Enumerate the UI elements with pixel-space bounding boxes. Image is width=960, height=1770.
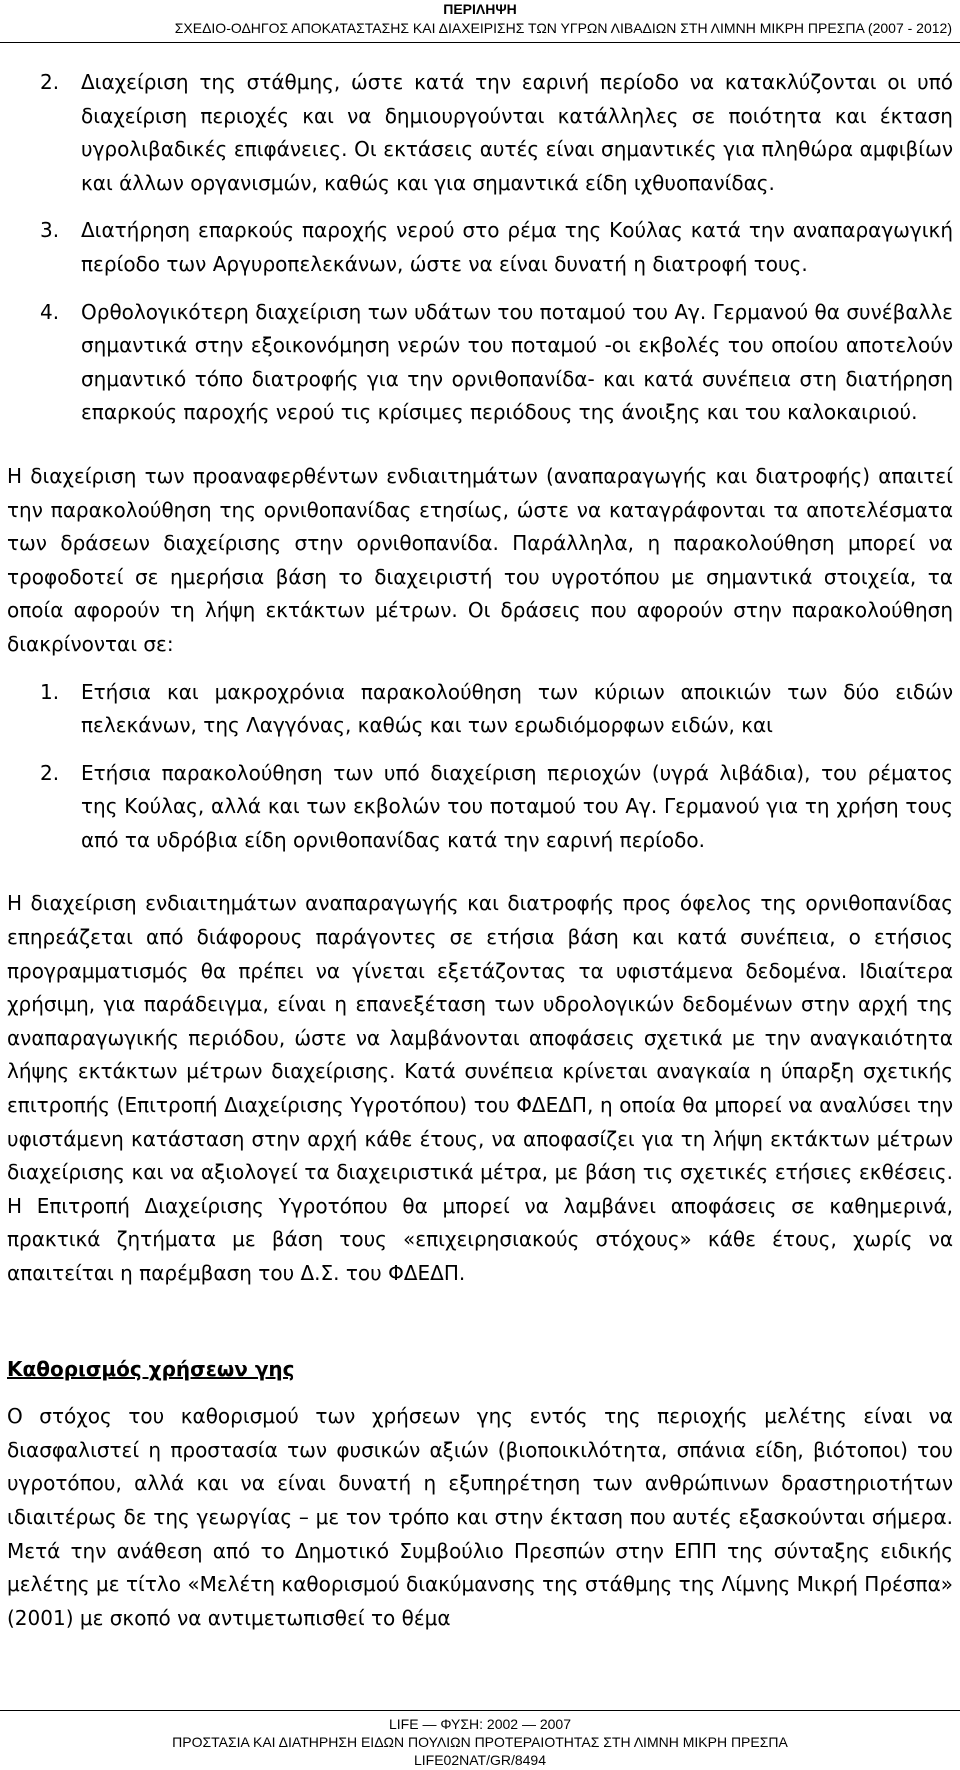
page-header-title: ΠΕΡΙΛΗΨΗ [443,1,517,17]
list-item-number: 3. [40,218,60,243]
footer-program: LIFE — ΦΥΣΗ: 2002 — 2007 [388,1716,571,1732]
page-header-subtitle: ΣΧΕΔΙΟ-ΟΔΗΓΟΣ ΑΠΟΚΑΤΑΣΤΑΣΗΣ ΚΑΙ ΔΙΑΧΕΙΡΙΣΗΣ ΤΩΝ ΥΓΡΩΝ ΛΙΒΑΔΙΩΝ ΣΤΗ ΛΙΜΝΗ ΜΙΚΡΗ ΠΡΕΣΠΑ (2007 - 2012) [174,20,952,36]
list-item-number: 2. [40,70,60,94]
list-item-text: Ετήσια παρακολούθηση των υπό διαχείριση περιοχών (υγρά λιβάδια), του ρέματος της Κούλας, αλλά και των εκβολών του ποταμού του Αγ. Γερμανού για τη χρήση τους από τα υδρόβια είδη ορνιθοπανίδας κατά την εαρινή περίοδο. [81,760,953,852]
list-item [7,757,953,858]
list-item [7,296,953,430]
footer-project-title: ΠΡΟΣΤΑΣΙΑ ΚΑΙ ΔΙΑΤΗΡΗΣΗ ΕΙΔΩΝ ΠΟΥΛΙΩΝ ΠΡΟΤΕΡΑΙΟΤΗΤΑΣ ΣΤΗ ΛΙΜΝΗ ΜΙΚΡΗ ΠΡΕΣΠΑ [172,1734,788,1750]
list-item-number: 2. [40,760,60,785]
list-item [7,66,953,200]
paragraph-monitoring: Η διαχείριση των προαναφερθέντων ενδιαιτημάτων (αναπαραγωγής και διατροφής) απαιτεί την παρακολούθηση της ορνιθοπανίδας ετησίως, ώστε να καταγράφονται τα αποτελέσματα των δράσεων διαχείρισης στην ορνιθοπανίδα. Παράλληλα, η παρακολούθηση μπορεί να τροφοδοτεί σε ημερήσια βάση το διαχειριστή του υγροτόπου με σημαντικά στοιχεία, τα οποία αφορούν τη λήψη εκτάκτων μέτρων. Οι δράσεις που αφορούν στην παρακολούθηση διακρίνονται σε: [7,463,953,656]
list-item-number: 4. [40,299,60,324]
paragraph-land-use: Ο στόχος του καθορισμού των χρήσεων γης εντός της περιοχής μελέτης είναι να διασφαλιστεί η προστασία των φυσικών αξιών (βιοποικιλότητα, σπάνια είδη, βιότοποι) του υγροτόπου, αλλά και να είναι δυνατή η εξυπηρέτηση των ανθρώπινων δραστηριοτήτων ιδιαιτέρως δε της γεωργίας – με τον τρόπο και στην έκταση που αυτές εξασκούνται σήμερα. Μετά την ανάθεση από το Δημοτικό Συμβούλιο Πρεσπών στην ΕΠΠ της σύνταξης ειδικής μελέτης με τίτλο «Μελέτη καθορισμού διακύμανσης της στάθμης της Λίμνης Μικρή Πρέσπα» (2001) με σκοπό να αντιμετωπισθεί το θέμα [7,1404,953,1630]
header-divider [0,42,960,43]
list-item-text: Ορθολογικότερη διαχείριση των υδάτων του ποταμού του Αγ. Γερμανού θα συνέβαλλε σημαντικά στην εξοικονόμηση νερών του ποταμού -οι εκβολές του οποίου αποτελούν σημαντικό τόπο διατροφής για την ορνιθοπανίδα- και κατά συνέπεια στη διατήρηση επαρκούς παροχής νερού τις κρίσιμες περιόδους της άνοιξης και του καλοκαιριού. [81,299,953,425]
list-item [7,214,953,281]
paragraph-management-committee: Η διαχείριση ενδιαιτημάτων αναπαραγωγής και διατροφής προς όφελος της ορνιθοπανίδας επηρεάζεται από διάφορους παράγοντες σε ετήσια βάση και κατά συνέπεια, ο ετήσιος προγραμματισμός θα πρέπει να γίνεται εξετάζοντας τα υφιστάμενα δεδομένα. Ιδιαίτερα χρήσιμη, για παράδειγμα, είναι η επανεξέταση των υδρολογικών δεδομένων στην αρχή της αναπαραγωγικής περιόδου, ώστε να λαμβάνονται αποφάσεις σχετικά με την αναγκαιότητα λήψης εκτάκτων μέτρων διαχείρισης. Κατά συνέπεια κρίνεται αναγκαία η ύπαρξη σχετικής επιτροπής (Επιτροπή Διαχείρισης Υγροτόπου) του ΦΔΕΔΠ, η οποία θα μπορεί να αναλύσει την υφιστάμενη κατάσταση στην αρχή κάθε έτους, να αποφασίζει για τη λήψη εκτάκτων μέτρων διαχείρισης και να αξιολογεί τα διαχειριστικά μέτρα, με βάση τις σχετικές ετήσιες εκθέσεις. Η Επιτροπή Διαχείρισης Υγροτόπου θα μπορεί να λαμβάνει αποφάσεις σε καθημερινά, πρακτικά ζητήματα με βάση τους «επιχειρησιακούς στόχους» κάθε έτους, χωρίς να απαιτείται η παρέμβαση του Δ.Σ. του ΦΔΕΔΠ. [7,891,953,1285]
footer-divider [0,1710,960,1711]
list-item-text: Διαχείριση της στάθμης, ώστε κατά την εαρινή περίοδο να κατακλύζονται οι υπό διαχείριση περιοχές και να δημιουργούνται κατάλληλες σε ποιότητα και έκταση υγρολιβαδικές επιφάνειες. Οι εκτάσεις αυτές είναι σημαντικές για πληθώρα αμφιβίων και άλλων οργανισμών, καθώς και για σημαντικά είδη ιχθυοπανίδας. [81,70,953,195]
document-body [7,66,953,1635]
list-item-text: Διατήρηση επαρκούς παροχής νερού στο ρέμα της Κούλας κατά την αναπαραγωγική περίοδο των Αργυροπελεκάνων, ώστε να είναι δυνατή η διατροφή τους. [81,218,953,276]
list-item-text: Ετήσια και μακροχρόνια παρακολούθηση των κύριων αποικιών των δύο ειδών πελεκάνων, της Λαγγόνας, καθώς και των ερωδιόμορφων ειδών, και [81,679,953,738]
footer-project-code: LIFE02NAT/GR/8494 [413,1752,547,1768]
list-item-number: 1. [40,679,60,704]
section-heading: Καθορισμός χρήσεων γης [7,1356,295,1381]
list-item [7,676,953,743]
